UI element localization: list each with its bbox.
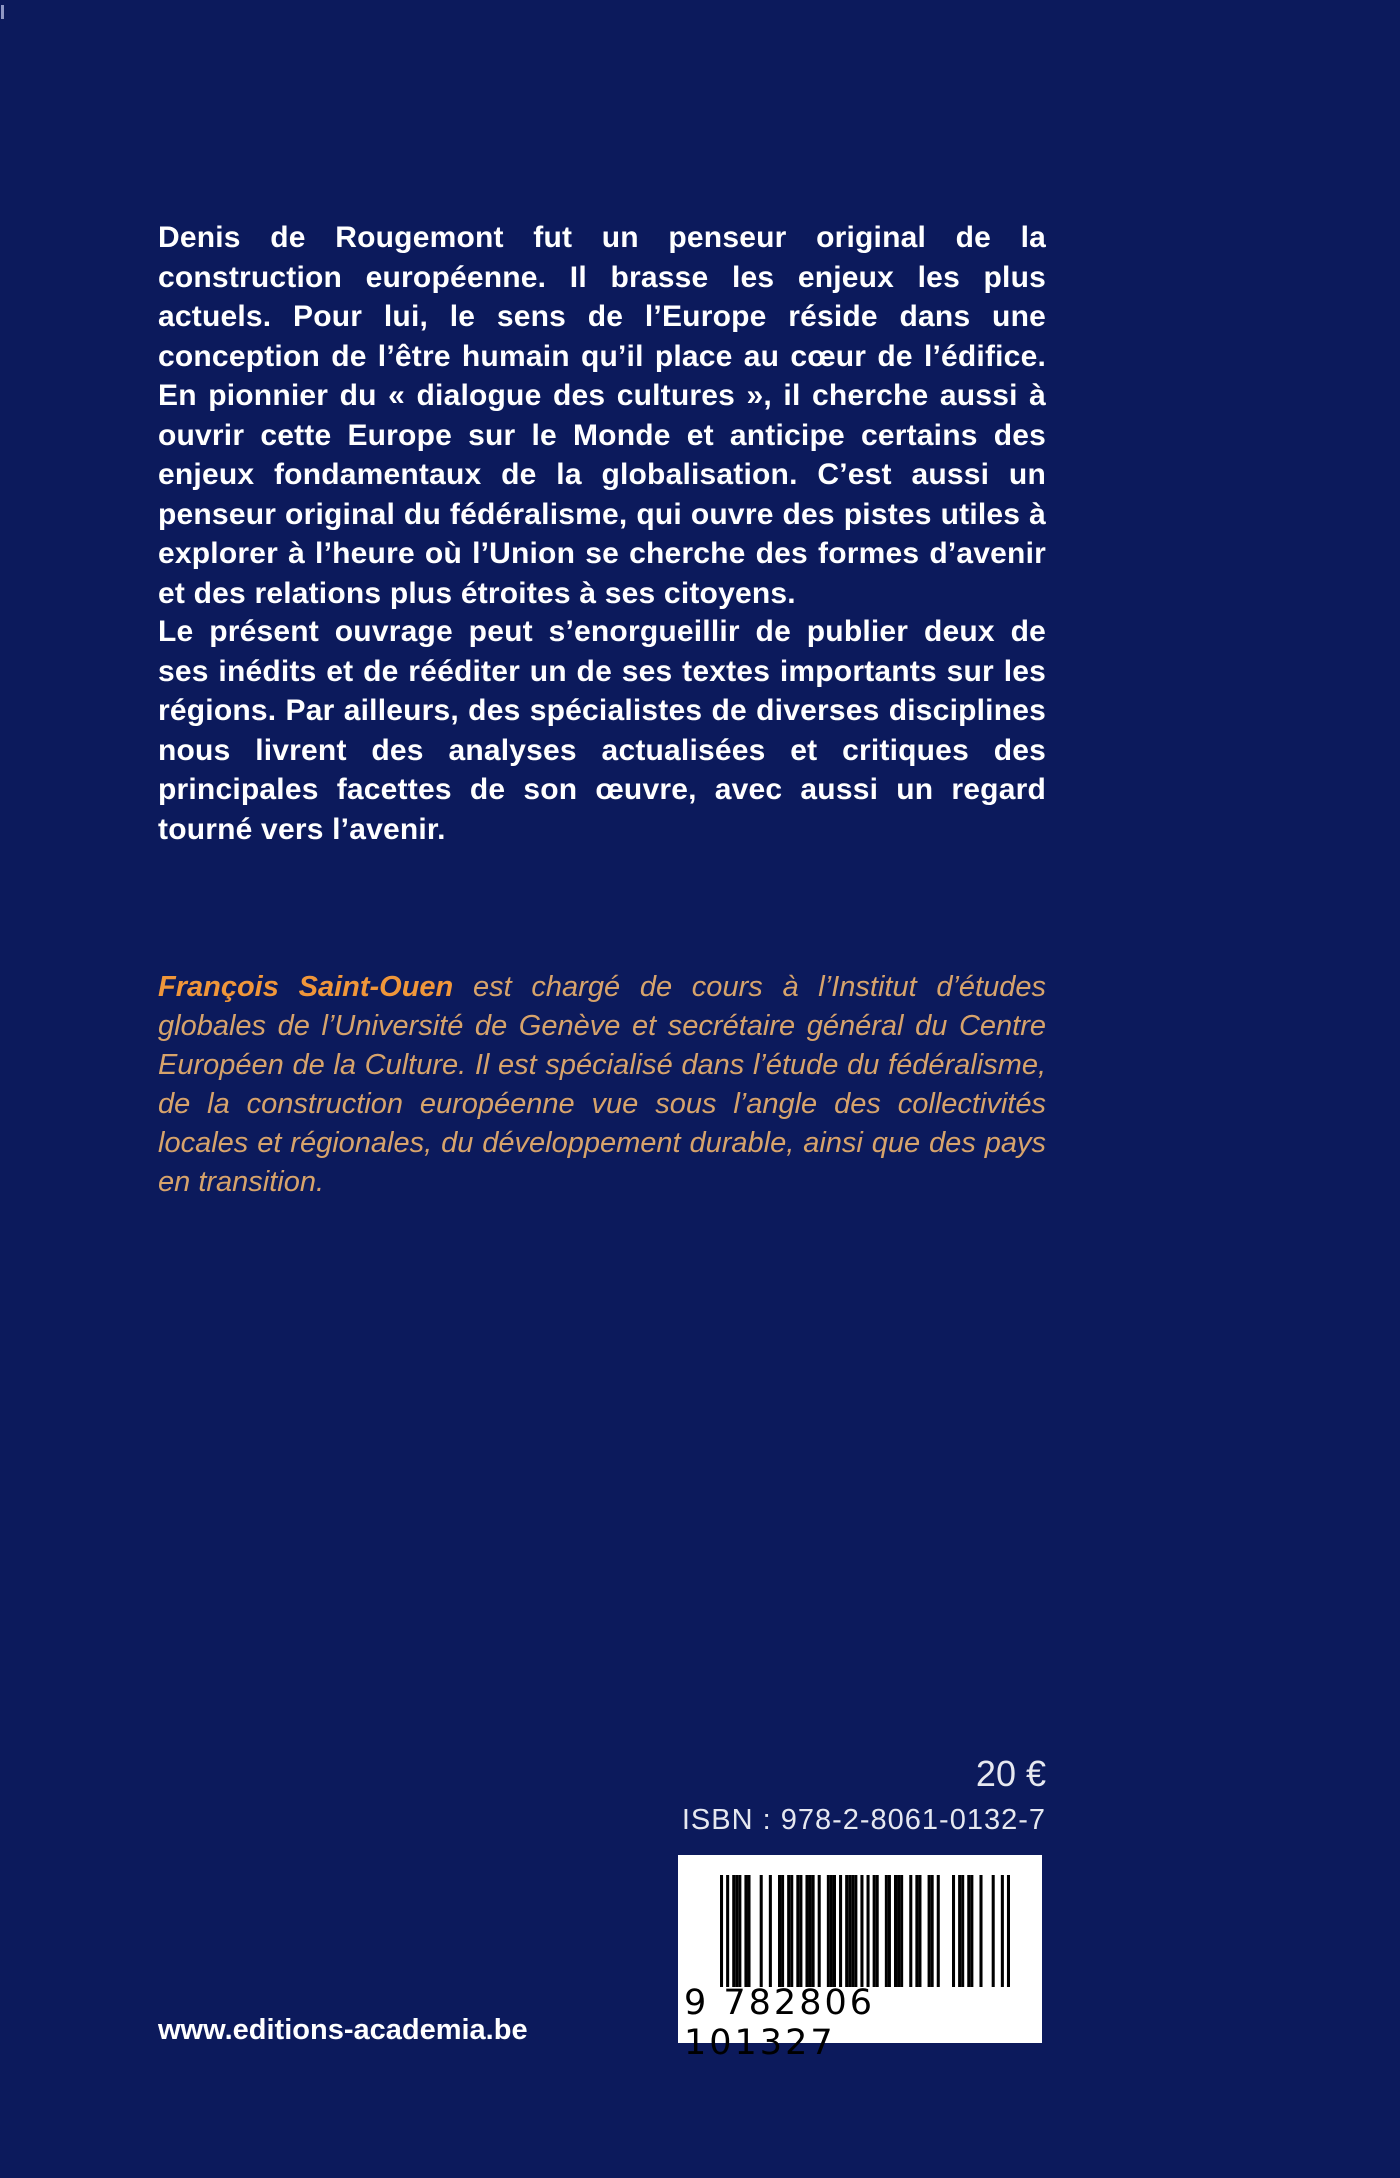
barcode-bar <box>915 1875 918 1987</box>
barcode-bar <box>888 1875 891 1987</box>
barcode-bars <box>720 1875 1010 1987</box>
barcode-bar <box>876 1875 879 1987</box>
barcode-bar <box>726 1875 729 1987</box>
barcode-bar <box>738 1875 741 1987</box>
barcode-bar <box>909 1875 912 1987</box>
barcode-bar <box>931 1875 934 1987</box>
barcode-bar <box>747 1875 750 1987</box>
barcode-bar <box>885 1875 888 1987</box>
author-bio-text: est chargé de cours à l’Institut d’études globales de l’Université de Genève et secrétaire général du Centre Européen de la Culture. Il est spécialisé dans l’étude du fédéralisme, de la construction européenne vue sous l’angle des collectivités locales et régionales, du développement durable, ainsi que des pays en transition. <box>158 971 1046 1198</box>
barcode-bar <box>787 1875 790 1987</box>
isbn: ISBN : 978-2-8061-0132-7 <box>681 1804 1046 1836</box>
barcode-bar <box>735 1875 738 1987</box>
author-bio <box>158 968 1046 1202</box>
barcode-bar <box>1001 1875 1004 1987</box>
barcode-bar <box>928 1875 931 1987</box>
blurb-paragraph-1: Denis de Rougemont fut un penseur original de la construction européenne. Il brasse les enjeux les plus actuels. Pour lui, le sens de l’Europe réside dans une conception de l’être humain qu’il place au cœur de l’édifice. En pionnier du « dialogue des cultures », il cherche aussi à ouvrir cette Europe sur le Monde et anticipe certains des enjeux fondamentaux de la globalisation. C’est aussi un penseur original du fédéralisme, qui ouvre des pistes utiles à explorer à l’heure où l’Union se cherche des formes d’avenir et des relations plus étroites à ses citoyens. <box>158 221 1046 610</box>
barcode-bar <box>937 1875 940 1987</box>
barcode-bar <box>744 1875 747 1987</box>
barcode-bar <box>812 1875 815 1987</box>
barcode-bar <box>732 1875 735 1987</box>
barcode-bar <box>851 1875 854 1987</box>
barcode-bar <box>839 1875 842 1987</box>
barcode-bar <box>900 1875 903 1987</box>
barcode-bar <box>897 1875 900 1987</box>
barcode-bar <box>827 1875 830 1987</box>
barcode-bar <box>818 1875 821 1987</box>
barcode-bar <box>833 1875 836 1987</box>
barcode-bar <box>894 1875 897 1987</box>
barcode-bar <box>958 1875 961 1987</box>
author-name: François Saint-Ouen <box>158 971 454 1003</box>
barcode-bar <box>805 1875 808 1987</box>
barcode-bar <box>848 1875 851 1987</box>
barcode-bar <box>845 1875 848 1987</box>
price: 20 € <box>975 1753 1046 1794</box>
barcode-bar <box>860 1875 863 1987</box>
barcode-bar <box>809 1875 812 1987</box>
barcode-bar <box>781 1875 784 1987</box>
barcode-bar <box>1007 1875 1010 1987</box>
barcode-bar <box>992 1875 995 1987</box>
barcode-bar <box>867 1875 870 1987</box>
barcode-bar <box>760 1875 763 1987</box>
barcode-bar <box>854 1875 857 1987</box>
blurb-paragraph-2: Le présent ouvrage peut s’enorgueillir de publier deux de ses inédits et de rééditer un de ses textes importants sur les régions. Par ailleurs, des spécialistes de diverses disciplines nous livrent des analyses actualisées et critiques des principales facettes de son œuvre, avec aussi un regard tourné vers l’avenir. <box>158 615 1046 846</box>
barcode-bar <box>778 1875 781 1987</box>
barcode-bar <box>970 1875 973 1987</box>
barcode <box>678 1855 1042 2063</box>
publisher-website: www.editions-academia.be <box>158 2014 528 2046</box>
barcode-bar <box>967 1875 970 1987</box>
barcode-bar <box>720 1875 723 1987</box>
barcode-bar <box>873 1875 876 1987</box>
barcode-bar <box>769 1875 772 1987</box>
barcode-bar <box>799 1875 802 1987</box>
barcode-bar <box>918 1875 921 1987</box>
barcode-bar <box>796 1875 799 1987</box>
barcode-bar <box>790 1875 793 1987</box>
barcode-digits: 9 782806 101327 <box>684 1983 876 2063</box>
barcode-bar <box>830 1875 833 1987</box>
spine-mark <box>1 5 4 19</box>
barcode-bar <box>979 1875 982 1987</box>
barcode-bar <box>961 1875 964 1987</box>
barcode-bar <box>952 1875 955 1987</box>
